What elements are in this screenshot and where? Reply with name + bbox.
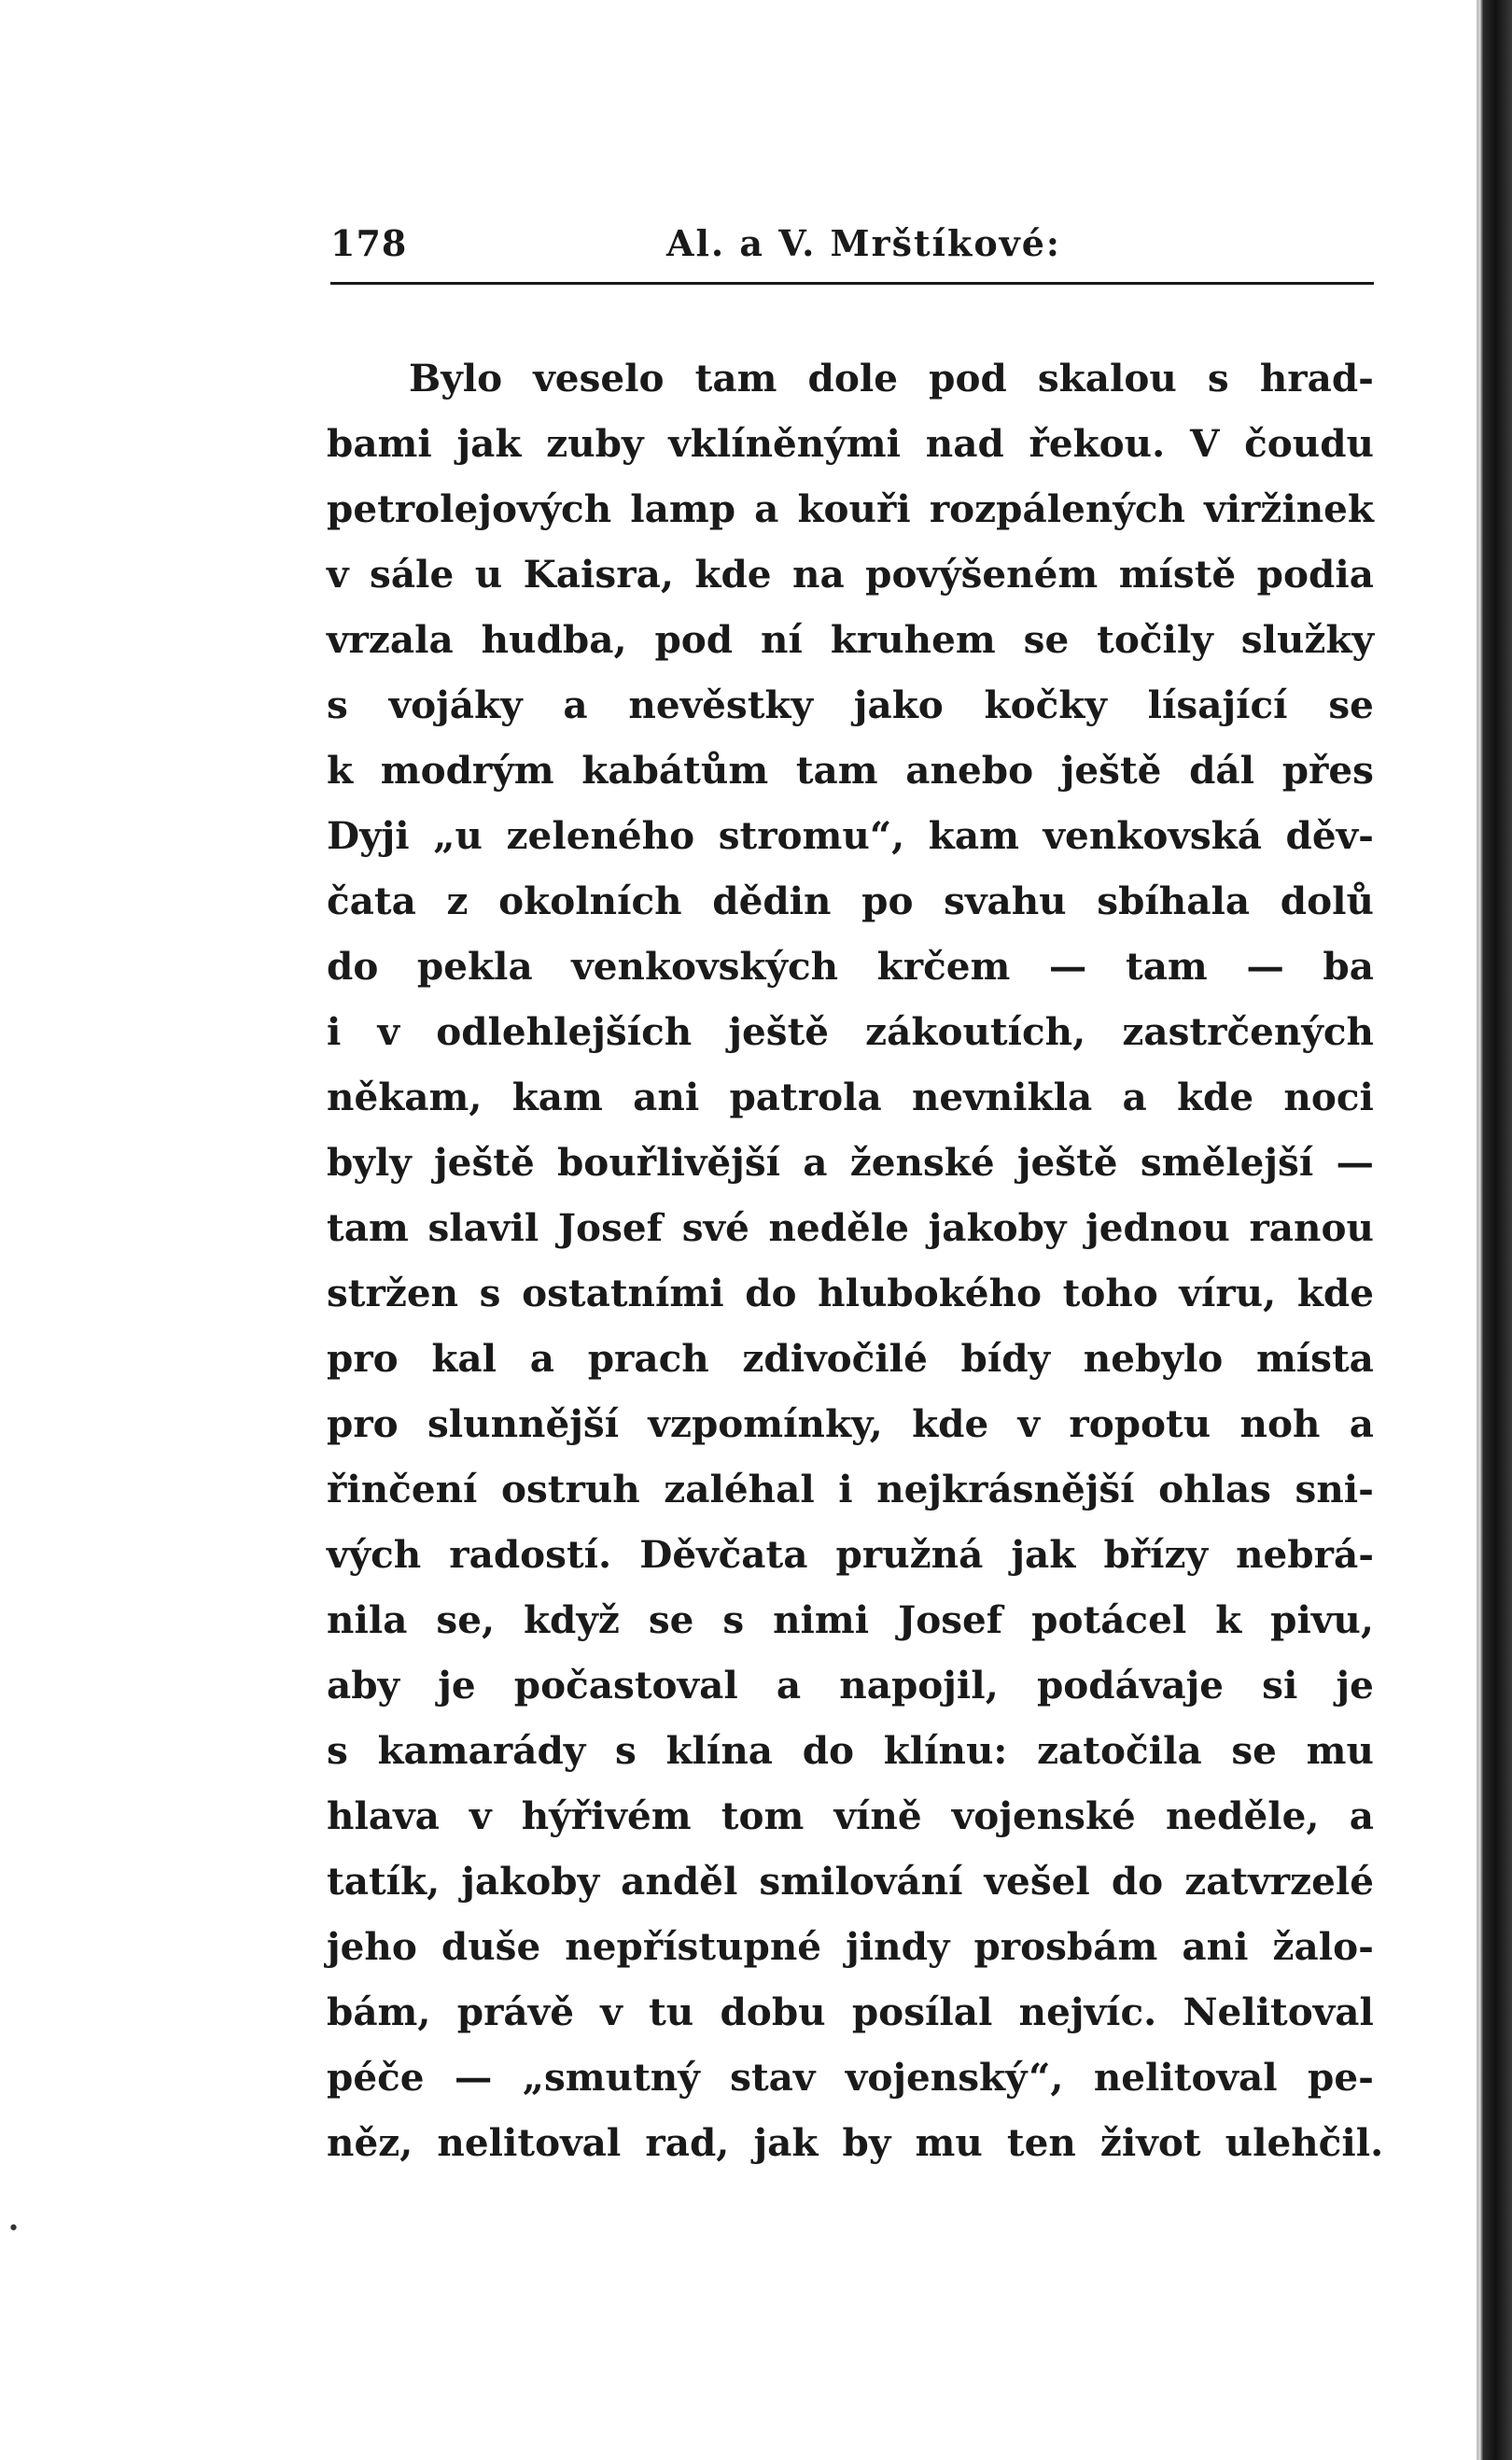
word: povýšeném	[865, 552, 1099, 597]
word: ani	[1182, 1924, 1249, 1969]
word: vrzala	[327, 617, 454, 662]
word: kal	[431, 1336, 497, 1381]
word: se	[1231, 1728, 1277, 1773]
word: nejvíc.	[1018, 1989, 1157, 2034]
body-text	[327, 345, 1384, 2175]
word: v	[1017, 1401, 1041, 1446]
word: viržinek	[1204, 486, 1374, 531]
word: okolních	[498, 879, 682, 923]
word: právě	[456, 1989, 574, 2034]
text-line	[327, 1783, 1374, 1849]
word: zatvrzelé	[1184, 1859, 1374, 1904]
word: víně	[833, 1793, 922, 1838]
word: sbíhala	[1097, 879, 1251, 923]
word: pružná	[835, 1532, 984, 1577]
text-line	[327, 476, 1374, 541]
word: počastoval	[513, 1663, 738, 1708]
word: Děvčata	[639, 1532, 808, 1577]
word: víru,	[1179, 1271, 1277, 1315]
word: nevěstky	[628, 682, 814, 727]
word: dobu	[720, 1989, 826, 2034]
text-line	[327, 1260, 1374, 1326]
word: jakoby	[461, 1859, 600, 1904]
page-number: 178	[330, 222, 408, 264]
word: toho	[1062, 1271, 1158, 1315]
word: Josef	[898, 1597, 1003, 1642]
word: posílal	[851, 1989, 993, 2034]
word: V	[1189, 421, 1220, 466]
word: jednou	[1085, 1205, 1230, 1250]
word: bami	[327, 421, 432, 466]
text-line	[327, 345, 1374, 411]
word: skalou	[1037, 356, 1177, 401]
word: je	[1336, 1663, 1374, 1708]
word: vojenské	[951, 1793, 1136, 1838]
word: byly	[327, 1140, 412, 1185]
word: a	[803, 1140, 828, 1185]
word: veselo	[533, 356, 665, 401]
word: „u	[433, 813, 483, 858]
running-title: Al. a V. Mrštíkové:	[666, 222, 1061, 264]
word: jeho	[327, 1924, 417, 1969]
word: zeleného	[506, 813, 695, 858]
text-line	[327, 1587, 1374, 1652]
word: venkovská	[1043, 813, 1262, 858]
word: tam	[795, 748, 878, 793]
word: pekla	[416, 944, 533, 989]
word: klína	[665, 1728, 774, 1773]
word: ještě	[1016, 1140, 1118, 1185]
word: pro	[327, 1336, 399, 1381]
word: své	[681, 1205, 749, 1250]
word: z	[446, 879, 469, 923]
word: zastrčených	[1122, 1009, 1374, 1054]
word: modrým	[380, 748, 554, 793]
text-line	[327, 2045, 1374, 2110]
word: vých	[327, 1532, 422, 1577]
word: tom	[721, 1793, 805, 1838]
word: i	[838, 1467, 853, 1511]
word: nelitoval	[1093, 2055, 1278, 2100]
word: zdivočilé	[742, 1336, 928, 1381]
text-line: něz, nelitoval rad, jak by mu ten život ulehčil.	[327, 2120, 1384, 2165]
word: pod	[929, 356, 1007, 401]
word: radostí.	[449, 1532, 612, 1577]
word: svahu	[944, 879, 1067, 923]
word: a	[1349, 1793, 1374, 1838]
word: do	[802, 1728, 855, 1773]
word: duše	[441, 1924, 541, 1969]
word: ještě	[1060, 748, 1162, 793]
word: patrola	[729, 1075, 882, 1119]
word: nila	[327, 1597, 408, 1642]
word: —	[1048, 944, 1087, 989]
word: kabátům	[581, 748, 769, 793]
word: neděle	[768, 1205, 909, 1250]
word: Josef	[557, 1205, 664, 1250]
word: vojáky	[388, 682, 523, 727]
word: noh	[1239, 1401, 1321, 1446]
word: řinčení	[327, 1467, 478, 1511]
word: kam	[928, 813, 1019, 858]
word: hýřivém	[521, 1793, 692, 1838]
word: vojenský“,	[845, 2055, 1064, 2100]
word: stav	[730, 2055, 816, 2100]
word: a	[529, 1336, 554, 1381]
word: tu	[649, 1989, 694, 2034]
word: tam	[694, 356, 777, 401]
word: nebylo	[1083, 1336, 1224, 1381]
word: přes	[1281, 748, 1374, 793]
word: ani	[633, 1075, 700, 1119]
word: se,	[436, 1597, 496, 1642]
word: i	[327, 1009, 342, 1054]
word: ba	[1323, 944, 1374, 989]
word: rozpálených	[929, 486, 1185, 531]
word: klínu:	[883, 1728, 1008, 1773]
text-line	[327, 672, 1374, 738]
word: zatočila	[1037, 1728, 1202, 1773]
word: napojil,	[839, 1663, 999, 1708]
text-line	[327, 803, 1374, 868]
word: k	[327, 748, 354, 793]
word: pod	[654, 617, 734, 662]
word: ropotu	[1069, 1401, 1211, 1446]
word: jako	[853, 682, 944, 727]
word: kde	[1177, 1075, 1254, 1119]
text-line	[327, 999, 1374, 1064]
word: kam	[511, 1075, 603, 1119]
word: petrolejových	[327, 486, 612, 531]
word: ženské	[849, 1140, 995, 1185]
word: kouři	[797, 486, 911, 531]
word: nebrá-	[1236, 1532, 1374, 1577]
word: s	[722, 1597, 745, 1642]
word: venkovských	[571, 944, 839, 989]
word: do	[1111, 1859, 1164, 1904]
word: anebo	[905, 748, 1034, 793]
word: hlava	[327, 1793, 440, 1838]
header-rule	[330, 282, 1374, 285]
word: a	[1122, 1075, 1147, 1119]
word: podia	[1256, 552, 1374, 597]
word: ohlas	[1158, 1467, 1271, 1511]
word: krčem	[876, 944, 1011, 989]
word: kde	[694, 552, 772, 597]
word: sále	[370, 552, 455, 597]
word: do	[745, 1271, 797, 1315]
text-line	[327, 738, 1374, 803]
word: kde	[912, 1401, 989, 1446]
page-header	[330, 215, 1374, 280]
text-line	[327, 1195, 1374, 1260]
word: s	[615, 1728, 637, 1773]
word: když	[523, 1597, 620, 1642]
word: pe-	[1308, 2055, 1374, 2100]
word: na	[792, 552, 845, 597]
word: točily	[1097, 617, 1213, 662]
word: jak	[456, 421, 522, 466]
word: pivu,	[1270, 1597, 1374, 1642]
word: po	[861, 879, 914, 923]
word: tam	[1125, 944, 1208, 989]
text-line	[327, 541, 1374, 607]
word: mu	[1306, 1728, 1374, 1773]
word: slunnější	[427, 1401, 620, 1446]
word: nimi	[773, 1597, 870, 1642]
word: čata	[327, 879, 416, 923]
word: jakoby	[928, 1205, 1067, 1250]
word: a	[1349, 1401, 1374, 1446]
word: potácel	[1031, 1597, 1187, 1642]
word: s	[327, 1728, 348, 1773]
word: ranou	[1249, 1205, 1374, 1250]
word: žalo-	[1272, 1924, 1374, 1969]
word: a	[563, 682, 588, 727]
word: —	[1246, 944, 1284, 989]
word: se	[1328, 682, 1374, 727]
word: zuby	[546, 421, 644, 466]
word: dál	[1189, 748, 1255, 793]
word: si	[1262, 1663, 1298, 1708]
text-line	[327, 1849, 1374, 1914]
word: lamp	[630, 486, 736, 531]
word: smělejší	[1140, 1140, 1314, 1185]
word: jak	[1011, 1532, 1076, 1577]
word: místě	[1118, 552, 1237, 597]
text-line	[327, 1979, 1374, 2045]
word: kamarády	[377, 1728, 586, 1773]
word: v	[327, 552, 349, 597]
word: nepřístupné	[565, 1924, 822, 1969]
word: k	[1215, 1597, 1242, 1642]
text-line	[327, 1914, 1374, 1979]
word: místa	[1255, 1336, 1374, 1381]
word: dědin	[712, 879, 832, 923]
word: Kaisra,	[523, 552, 674, 597]
word: noci	[1283, 1075, 1374, 1119]
word: u	[474, 552, 503, 597]
word: prach	[587, 1336, 709, 1381]
word: dolů	[1280, 879, 1374, 923]
word: řekou.	[1029, 421, 1166, 466]
word: hudba,	[481, 617, 627, 662]
word: neděle,	[1165, 1793, 1320, 1838]
word: smilování	[759, 1859, 963, 1904]
word: nad	[925, 421, 1004, 466]
word: a	[776, 1663, 802, 1708]
word: čoudu	[1244, 421, 1374, 466]
word: tatík,	[327, 1859, 441, 1904]
word: dole	[807, 356, 899, 401]
word: v	[377, 1009, 400, 1054]
text-line	[327, 1391, 1374, 1456]
word: anděl	[621, 1859, 738, 1904]
text-line	[327, 1718, 1374, 1783]
word: nevnikla	[911, 1075, 1093, 1119]
text-line	[327, 1652, 1374, 1718]
text-line	[327, 1522, 1374, 1587]
word: Bylo	[409, 356, 503, 401]
word: —	[454, 2055, 493, 2100]
word: někam,	[327, 1075, 483, 1119]
word: služky	[1240, 617, 1374, 662]
word: bám,	[327, 1989, 431, 2034]
word: odlehlejších	[436, 1009, 693, 1054]
text-line	[327, 934, 1374, 999]
word: bídy	[960, 1336, 1051, 1381]
text-line	[327, 607, 1374, 672]
word: břízy	[1103, 1532, 1209, 1577]
word: ještě	[434, 1140, 535, 1185]
text-line	[327, 1456, 1374, 1522]
word: lísající	[1147, 682, 1288, 727]
word: Dyji	[327, 813, 410, 858]
word: vešel	[984, 1859, 1090, 1904]
word: ní	[761, 617, 803, 662]
word: v	[600, 1989, 623, 2034]
word: nejkrásnější	[876, 1467, 1135, 1511]
word: tam	[327, 1205, 409, 1250]
word: s	[327, 682, 348, 727]
word: kočky	[984, 682, 1107, 727]
word: —	[1336, 1140, 1374, 1185]
word: se	[648, 1597, 694, 1642]
word: pro	[327, 1401, 399, 1446]
word: Nelitoval	[1183, 1989, 1374, 2034]
word: kruhem	[830, 617, 996, 662]
word: vklíněnými	[668, 421, 902, 466]
word: prosbám	[973, 1924, 1158, 1969]
word: péče	[327, 2055, 425, 2100]
word: vzpomínky,	[648, 1401, 883, 1446]
page-edge-shadow	[1471, 0, 1512, 2460]
word: hlubokého	[818, 1271, 1043, 1315]
word: děv-	[1285, 813, 1374, 858]
word: je	[438, 1663, 476, 1708]
word: ostruh	[500, 1467, 640, 1511]
word: „smutný	[522, 2055, 700, 2100]
word: do	[327, 944, 379, 989]
word: se	[1023, 617, 1070, 662]
word: a	[754, 486, 779, 531]
word: kde	[1296, 1271, 1374, 1315]
word: jindy	[846, 1924, 950, 1969]
word: hrad-	[1259, 356, 1374, 401]
word: podávaje	[1036, 1663, 1225, 1708]
text-line	[327, 868, 1374, 934]
text-line	[327, 1130, 1374, 1195]
word: ještě	[728, 1009, 830, 1054]
word: s	[1207, 356, 1229, 401]
word: stromu“,	[718, 813, 905, 858]
word: v	[469, 1793, 492, 1838]
text-line	[327, 411, 1374, 476]
word: ostatními	[522, 1271, 724, 1315]
stray-mark: •	[7, 2217, 20, 2241]
text-line	[327, 1064, 1374, 1130]
word: stržen	[327, 1271, 459, 1315]
word: zákoutích,	[865, 1009, 1086, 1054]
word: zaléhal	[664, 1467, 815, 1511]
text-line	[327, 1326, 1374, 1391]
word: s	[479, 1271, 501, 1315]
word: bouřlivější	[556, 1140, 781, 1185]
word: sni-	[1295, 1467, 1374, 1511]
word: slavil	[427, 1205, 539, 1250]
word: aby	[327, 1663, 400, 1708]
